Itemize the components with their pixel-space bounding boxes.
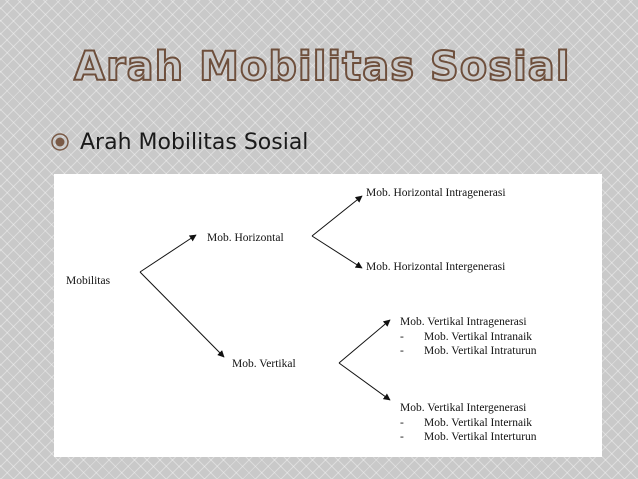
node-vertical-intergenerasi: Mob. Vertikal Intergenerasi	[400, 402, 527, 414]
arrow-root-to-vertical	[140, 272, 224, 357]
node-horizontal-intragenerasi: Mob. Horizontal Intragenerasi	[366, 187, 506, 199]
bullet-text: Arah Mobilitas Sosial	[80, 129, 309, 155]
node-mobilitas: Mobilitas	[66, 275, 111, 287]
circle-bullet-icon	[50, 132, 70, 152]
diagram-panel	[54, 174, 602, 457]
node-vertical-intraturun: Mob. Vertikal Intraturun	[424, 345, 537, 357]
node-vertical: Mob. Vertikal	[232, 358, 296, 370]
list-dash: -	[400, 417, 404, 429]
arrow-horizontal-to-inter	[312, 236, 362, 268]
arrow-horizontal-to-intra	[312, 196, 362, 236]
bullet-item	[50, 124, 308, 160]
list-dash: -	[400, 345, 404, 357]
slide-title: Arah Mobilitas Sosial	[74, 44, 571, 90]
list-dash: -	[400, 431, 404, 443]
arrow-vertical-to-intra	[339, 320, 390, 363]
arrow-root-to-horizontal	[140, 235, 196, 272]
list-dash: -	[400, 331, 404, 343]
node-horizontal: Mob. Horizontal	[207, 232, 284, 244]
node-vertical-intragenerasi: Mob. Vertikal Intragenerasi	[400, 316, 527, 328]
arrow-vertical-to-inter	[339, 363, 390, 400]
mobility-tree-diagram	[54, 174, 602, 457]
node-vertical-internaik: Mob. Vertikal Internaik	[424, 417, 533, 429]
node-vertical-intranaik: Mob. Vertikal Intranaik	[424, 331, 533, 343]
node-horizontal-intergenerasi: Mob. Horizontal Intergenerasi	[366, 261, 506, 273]
node-vertical-interturun: Mob. Vertikal Interturun	[424, 431, 537, 443]
